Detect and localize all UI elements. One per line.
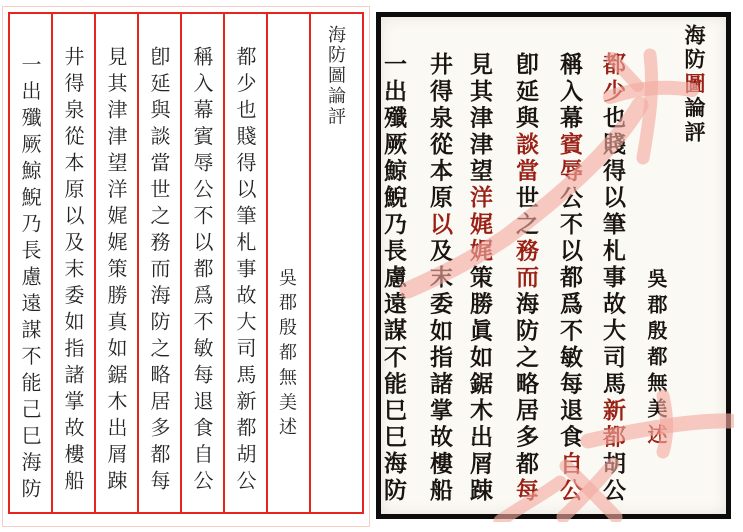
text-column: 一出殲厥鯨鯢乃長慮遠謀不能己巳海防 bbox=[18, 54, 40, 505]
column-rule bbox=[51, 12, 53, 514]
text-column: 都少也賤得以筆札事故大司馬新都胡公 bbox=[600, 52, 625, 505]
text-column: 卽延與談當世之務而海防之略居多都每 bbox=[513, 52, 538, 505]
page-title: 海防圖論評 bbox=[326, 25, 346, 127]
column-rule bbox=[180, 12, 182, 514]
text-column: 一出殲厥鯨鯢乃長慮遠謀不能巳巳海防 bbox=[381, 52, 406, 505]
text-column: 見其津津望洋娓娓策勝真如鋸木出屑踈 bbox=[104, 46, 126, 497]
column-rule bbox=[137, 12, 139, 514]
text-column: 稱入幕賓辱公不以都爲不敏每退食自公 bbox=[190, 46, 212, 497]
text-column: 卽延與談當世之務而海防之略居多都每 bbox=[147, 46, 169, 497]
author-line: 吳郡殷都無美述 bbox=[644, 268, 666, 450]
text-column: 稱入幕賓辱公不以都爲不敏每退食自公 bbox=[557, 52, 582, 505]
text-column: 井得泉從本原以及末委如指諸掌故樓船 bbox=[427, 52, 452, 505]
page-title: 海防圖論評 bbox=[682, 24, 706, 146]
text-column: 都少也賤得以筆札事故大司馬新都胡公 bbox=[233, 46, 255, 497]
column-rule bbox=[266, 12, 268, 514]
author-line: 吳郡殷都無美述 bbox=[277, 268, 297, 443]
column-rule bbox=[309, 12, 311, 514]
text-column: 井得泉從本原以及末委如指諸掌故樓船 bbox=[61, 46, 83, 497]
text-column: 見其津津望洋娓娓策勝眞如鋸木出屑踈 bbox=[467, 52, 492, 505]
column-rule bbox=[94, 12, 96, 514]
column-rule bbox=[223, 12, 225, 514]
